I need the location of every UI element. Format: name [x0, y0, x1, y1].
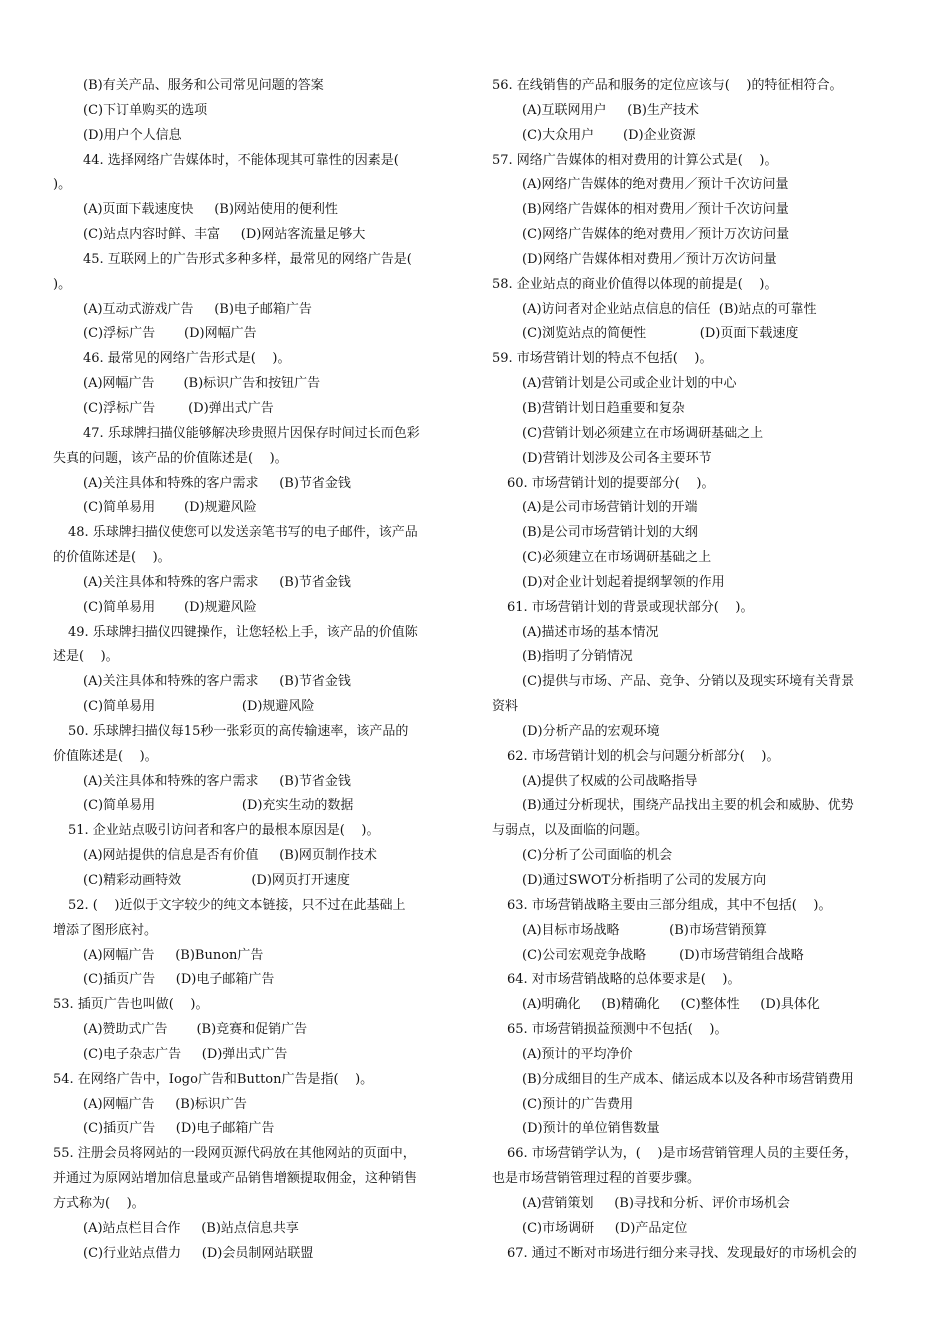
- text-line: (A)关注具体和特殊的客户需求 (B)节省金钱: [83, 475, 351, 491]
- text-line: (C)简单易用 (D)规避风险: [83, 500, 257, 516]
- text-line: (C)营销计划必须建立在市场调研基础之上: [522, 425, 764, 441]
- text-line: (A)网络广告媒体的绝对费用／预计千次访问量: [522, 177, 789, 193]
- text-line: 62. 市场营销计划的机会与问题分析部分( )。: [507, 748, 780, 764]
- text-line: (B)分成细目的生产成本、储运成本以及各种市场营销费用: [522, 1071, 854, 1087]
- text-line: (A)提供了权威的公司战略指导: [522, 773, 698, 789]
- text-line: (D)分析产品的宏观环境: [522, 723, 660, 739]
- text-line: 方式称为( )。: [53, 1195, 145, 1211]
- text-line: 45. 互联网上的广告形式多种多样，最常见的网络广告是(: [83, 251, 412, 267]
- text-line: (C)分析了公司面临的机会: [522, 848, 673, 864]
- text-line: (C)提供与市场、产品、竞争、分销以及现实环境有关背景: [522, 674, 855, 690]
- text-line: (B)是公司市场营销计划的大纲: [522, 525, 698, 541]
- text-line: (A)站点栏目合作 (B)站点信息共享: [83, 1220, 299, 1236]
- text-line: (D)用户个人信息: [83, 127, 182, 143]
- text-line: (B)有关产品、服务和公司常见问题的答案: [83, 78, 324, 93]
- text-line: 44. 选择网络广告媒体时，不能体现其可靠性的因素是(: [83, 152, 399, 168]
- text-line: 48. 乐球牌扫描仪使您可以发送亲笔书写的电子邮件，该产品: [68, 525, 418, 541]
- text-line: 的价值陈述是( )。: [53, 550, 171, 566]
- text-line: (A)赞助式广告 (B)竞赛和促销广告: [83, 1022, 308, 1038]
- text-line: (A)营销计划是公司或企业计划的中心: [522, 376, 737, 392]
- text-line: (A)互联网用户 (B)生产技术: [522, 102, 699, 118]
- text-line: (A)预计的平均净价: [522, 1046, 633, 1062]
- left-column: [53, 74, 458, 1267]
- text-line: (B)营销计划日趋重要和复杂: [522, 400, 685, 416]
- text-line: (A)网幅广告 (B)Bunon广告: [83, 947, 264, 963]
- text-line: 55. 注册会员将网站的一段网页源代码放在其他网站的页面中，: [53, 1146, 416, 1162]
- text-line: 59. 市场营销计划的特点不包括( )。: [492, 351, 713, 367]
- text-line: (C)电子杂志广告 (D)弹出式广告: [83, 1046, 288, 1062]
- text-line: (A)关注具体和特殊的客户需求 (B)节省金钱: [83, 674, 351, 690]
- text-line: )。: [53, 177, 72, 193]
- text-line: (C)插页广告 (D)电子邮箱广告: [83, 972, 275, 988]
- text-line: (D)预计的单位销售数量: [522, 1121, 660, 1137]
- text-line: (A)是公司市场营销计划的开端: [522, 500, 698, 516]
- text-line: (C)网络广告媒体的绝对费用／预计万次访问量: [522, 227, 790, 243]
- text-line: 67. 通过不断对市场进行细分来寻找、发现最好的市场机会的: [507, 1245, 857, 1261]
- text-line: (C)预计的广告费用: [522, 1096, 634, 1112]
- text-line: (A)互动式游戏广告 (B)电子邮箱广告: [83, 301, 312, 317]
- text-line: (A)网幅广告 (B)标识广告: [83, 1096, 247, 1112]
- text-line: 述是( )。: [53, 649, 119, 665]
- text-line: (D)通过SWOT分析指明了公司的发展方向: [522, 873, 767, 888]
- text-line: 46. 最常见的网络广告形式是( )。: [83, 351, 291, 367]
- text-line: (B)网络广告媒体的相对费用／预计千次访问量: [522, 202, 789, 218]
- text-line: 56. 在线销售的产品和服务的定位应该与( )的特征相符合。: [492, 78, 843, 93]
- text-line: (C)浮标广告 (D)网幅广告: [83, 326, 257, 342]
- text-line: (A)网幅广告 (B)标识广告和按钮广告: [83, 376, 321, 392]
- text-line: 61. 市场营销计划的背景或现状部分( )。: [507, 599, 754, 615]
- text-line: (D)营销计划涉及公司各主要环节: [522, 450, 712, 466]
- text-line: 增添了图形底衬。: [53, 922, 158, 938]
- text-line: (A)描述市场的基本情况: [522, 624, 659, 640]
- text-line: 49. 乐球牌扫描仪四键操作，让您轻松上手，该产品的价值陈: [68, 624, 418, 640]
- text-line: (A)关注具体和特殊的客户需求 (B)节省金钱: [83, 574, 351, 590]
- text-line: 价值陈述是( )。: [53, 748, 158, 764]
- text-line: 65. 市场营销损益预测中不包括( )。: [507, 1022, 728, 1038]
- text-line: 58. 企业站点的商业价值得以体现的前提是( )。: [492, 276, 778, 292]
- text-line: (A)关注具体和特殊的客户需求 (B)节省金钱: [83, 773, 351, 789]
- text-line: 失真的问题，该产品的价值陈述是( )。: [53, 450, 288, 466]
- text-line: (A)目标市场战略 (B)市场营销预算: [522, 922, 767, 938]
- text-line: (A)访问者对企业站点信息的信任 (B)站点的可靠性: [522, 301, 817, 317]
- text-line: (D)网络广告媒体相对费用／预计万次访问量: [522, 251, 777, 267]
- text-line: (C)简单易用 (D)规避风险: [83, 699, 315, 715]
- text-line: 60. 市场营销计划的提要部分( )。: [507, 475, 715, 491]
- right-column: [492, 74, 897, 1267]
- text-line: 51. 企业站点吸引访问者和客户的最根本原因是( )。: [68, 823, 380, 839]
- text-line: (A)营销策划 (B)寻找和分析、评价市场机会: [522, 1195, 790, 1211]
- text-line: 64. 对市场营销战略的总体要求是( )。: [507, 972, 741, 988]
- text-line: 53. 插页广告也叫做( )。: [53, 997, 209, 1013]
- text-line: 47. 乐球牌扫描仪能够解决珍贵照片因保存时间过长而色彩: [83, 425, 420, 441]
- text-line: (C)浏览站点的简便性 (D)页面下载速度: [522, 326, 799, 342]
- text-line: 54. 在网络广告中，Iogo广告和Button广告是指( )。: [53, 1071, 374, 1087]
- text-line: (C)必须建立在市场调研基础之上: [522, 550, 712, 566]
- text-line: 资料: [492, 699, 519, 715]
- text-line: (C)浮标广告 (D)弹出式广告: [83, 400, 274, 416]
- text-line: (C)行业站点借力 (D)会员制网站联盟: [83, 1245, 314, 1261]
- text-line: 并通过为原网站增加信息量或产品销售增额提取佣金，这种销售: [53, 1171, 418, 1187]
- text-line: (D)对企业计划起着提纲挈领的作用: [522, 574, 725, 590]
- text-line: (A)明确化 (B)精确化 (C)整体性 (D)具体化: [522, 997, 820, 1013]
- text-line: 也是市场营销管理过程的首要步骤。: [492, 1171, 701, 1187]
- text-line: (C)大众用户 (D)企业资源: [522, 127, 696, 143]
- text-line: (C)插页广告 (D)电子邮箱广告: [83, 1121, 275, 1137]
- text-line: )。: [53, 276, 72, 292]
- text-line: (C)简单易用 (D)规避风险: [83, 599, 257, 615]
- text-line: (B)指明了分销情况: [522, 649, 633, 665]
- text-line: 52. ( )近似于文字较少的纯文本链接，只不过在此基础上: [68, 897, 406, 913]
- text-line: (C)简单易用 (D)充实生动的数据: [83, 798, 354, 814]
- text-line: (C)市场调研 (D)产品定位: [522, 1220, 688, 1236]
- text-line: (A)网站提供的信息是否有价值 (B)网页制作技术: [83, 848, 377, 864]
- text-line: (A)页面下载速度快 (B)网站使用的便利性: [83, 202, 338, 218]
- text-line: (B)通过分析现状，围绕产品找出主要的机会和威胁、优势: [522, 798, 854, 814]
- text-line: 与弱点，以及面临的问题。: [492, 823, 649, 839]
- text-line: (C)站点内容时鲜、丰富 (D)网站客流量足够大: [83, 227, 366, 243]
- text-line: 50. 乐球牌扫描仪每15秒一张彩页的高传输速率，该产品的: [68, 723, 409, 739]
- text-line: (C)下订单购买的选项: [83, 102, 208, 118]
- text-line: 57. 网络广告媒体的相对费用的计算公式是( )。: [492, 152, 778, 168]
- text-line: (C)精彩动画特效 (D)网页打开速度: [83, 873, 350, 888]
- text-line: 63. 市场营销战略主要由三部分组成，其中不包括( )。: [507, 897, 832, 913]
- text-line: 66. 市场营销学认为，( )是市场营销管理人员的主要任务，: [507, 1146, 858, 1162]
- text-line: (C)公司宏观竞争战略 (D)市场营销组合战略: [522, 947, 804, 963]
